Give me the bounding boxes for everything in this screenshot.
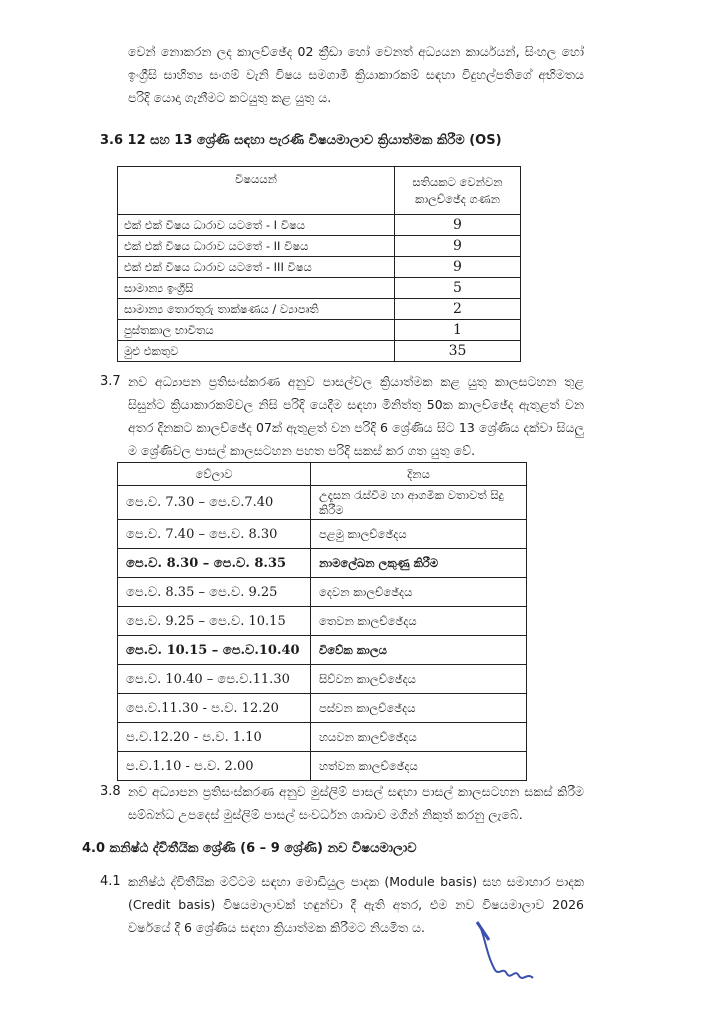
- timetable-row: [118, 636, 527, 665]
- periods-cell: 9: [395, 215, 521, 236]
- activity-cell: දෙවන කාලච්ඡේදය: [311, 578, 527, 607]
- time-cell: පෙ.ව.11.30 - ප.ව. 12.20: [118, 694, 311, 723]
- subject-cell: එක් එක් විෂය ධාරාව යටතේ - I විෂය: [118, 215, 395, 236]
- section-3-7-paragraph: නව අධ්‍යාපන ප්‍රතිසංස්කරණ අනුව පාසල්වල ක්‍රියාත්මක කළ යුතු කාලසටහන තුළ සිසුන්ට ක්‍රියාකාරකම්වල නිසි පරිදි යෙදීම සඳහා මිනිත්තු 50ක කාලච්ඡේද ඇතුළත් වන අතර දිනකට කාලච්ඡේද 07ක් ඇතුළත් වන පරිදි 6 ශ්‍රේණිය සිට 13 ශ්‍රේණිය දක්වා සියලු ම ශ්‍රේණිවල පාසල් කාලසටහන පහත පරිදි සකස් කර ගත යුතු වේ.: [128, 374, 584, 458]
- signature-mark: [455, 918, 565, 988]
- intro-paragraph: වෙන් නොකරන ලද කාලච්ඡේද 02 ක්‍රීඩා හෝ වෙනත් අධ්‍යයන කාර්යයන්, සිංහල හෝ ඉංග්‍රීසි සාහිත්‍ය සංගම් වැනි විෂය සමගාමී ක්‍රියාකාරකම් සඳහා විදුහල්පතිගේ අභිමතය පරිදි යොදා ගැනීමට කටයුතු කළ යුතු ය.: [128, 44, 584, 105]
- timetable-row: [118, 486, 527, 520]
- timetable-row: [118, 578, 527, 607]
- subject-row: [118, 341, 521, 362]
- time-cell: පෙ.ව. 7.30 – පෙ.ව.7.40: [118, 486, 311, 520]
- section-4-0-heading: 4.0 කනිෂ්ඨ ද්විතීයික ශ්‍රේණි (6 – 9 ශ්‍රේණි) නව විෂයමාලාව: [82, 841, 417, 856]
- periods-cell: 5: [395, 278, 521, 299]
- activity-cell: හත්වන කාලච්ඡේදය: [311, 752, 527, 781]
- timetable-row: [118, 752, 527, 781]
- section-3-8-paragraph: නව අධ්‍යාපන ප්‍රතිසංස්කරණ අනුව මුස්ලිම් පාසල් සඳහා පාසල් කාලසටහන සකස් කිරීම සම්බන්ධ උපදෙස් මුස්ලිම් පාසල් සංවර්ධන ශාඛාව මගින් නිකුත් කරනු ලැබේ.: [128, 784, 584, 822]
- activity-cell: හයවන කාලච්ඡේදය: [311, 723, 527, 752]
- periods-cell: 2: [395, 299, 521, 320]
- time-cell: පෙ.ව. 10.15 – පෙ.ව.10.40: [118, 636, 311, 665]
- time-cell: ප.ව.1.10 - ප.ව. 2.00: [118, 752, 311, 781]
- periods-cell: 9: [395, 236, 521, 257]
- subject-row: [118, 236, 521, 257]
- subjects-column-header: විෂයයන්: [118, 167, 395, 215]
- time-cell: පෙ.ව. 8.35 – පෙ.ව. 9.25: [118, 578, 311, 607]
- timetable-row: [118, 520, 527, 549]
- activity-cell: පස්වන කාලච්ඡේදය: [311, 694, 527, 723]
- subject-cell: මුළු එකතුව: [118, 341, 395, 362]
- subject-periods-table: [117, 166, 521, 362]
- time-cell: පෙ.ව. 8.30 – පෙ.ව. 8.35: [118, 549, 311, 578]
- time-cell: පෙ.ව. 7.40 – පෙ.ව. 8.30: [118, 520, 311, 549]
- subject-row: [118, 257, 521, 278]
- activity-cell: උදෑසන රැස්වීම හා ආගමික වතාවත් සිදු කිරීම: [311, 486, 527, 520]
- subject-cell: සාමාන්‍ය තොරතුරු තාක්ෂණය / ව්‍යාපෘති: [118, 299, 395, 320]
- subject-cell: පුස්තකාල භාවිතය: [118, 320, 395, 341]
- activity-cell: පළමු කාලච්ඡේදය: [311, 520, 527, 549]
- periods-cell: 1: [395, 320, 521, 341]
- timetable-row: [118, 607, 527, 636]
- timetable-row: [118, 665, 527, 694]
- subject-row: [118, 299, 521, 320]
- subject-cell: සාමාන්‍ය ඉංග්‍රීසි: [118, 278, 395, 299]
- subject-row: [118, 278, 521, 299]
- timetable-row: [118, 549, 527, 578]
- section-3-6-heading: 3.6 12 සහ 13 ශ්‍රේණි සඳහා පැරණි විෂයමාලාව ක්‍රියාත්මක කිරීම (OS): [100, 133, 502, 148]
- time-cell: පෙ.ව. 10.40 – පෙ.ව.11.30: [118, 665, 311, 694]
- subject-cell: එක් එක් විෂය ධාරාව යටතේ - III විෂය: [118, 257, 395, 278]
- school-timetable-table: [117, 462, 527, 781]
- section-4-1-number: 4.1: [100, 874, 121, 889]
- time-cell: පෙ.ව. 9.25 – පෙ.ව. 10.15: [118, 607, 311, 636]
- activity-cell: තෙවන කාලච්ඡේදය: [311, 607, 527, 636]
- periods-cell: 9: [395, 257, 521, 278]
- subject-cell: එක් එක් විෂය ධාරාව යටතේ - II විෂය: [118, 236, 395, 257]
- timetable-row: [118, 694, 527, 723]
- time-cell: ප.ව.12.20 - ප.ව. 1.10: [118, 723, 311, 752]
- activity-cell: සිව්වන කාලච්ඡේදය: [311, 665, 527, 694]
- subject-row: [118, 215, 521, 236]
- section-3-8-number: 3.8: [100, 784, 121, 799]
- timetable-row: [118, 723, 527, 752]
- time-column-header: වේලාව: [118, 463, 311, 486]
- day-column-header: දිනය: [311, 463, 527, 486]
- subject-row: [118, 320, 521, 341]
- periods-column-header: සතියකට වෙන්වන කාලච්ඡේද ගණන: [395, 167, 521, 215]
- periods-cell: 35: [395, 341, 521, 362]
- section-4-1-paragraph: කනිෂ්ඨ ද්විතීයික මට්ටම සඳහා මොඩියුල පාදක (Module basis) සහ සමාහාර පාදක (Credit basis) විෂයමාලාවක් හඳුන්වා දී ඇති අතර, එම නව විෂයමාලාව 2026 වර්ෂයේ දී 6 ශ්‍රේණිය සඳහා ක්‍රියාත්මක කිරීමට නියමිත ය.: [128, 874, 584, 935]
- activity-cell: නාමලේඛන ලකුණු කිරීම: [311, 549, 527, 578]
- section-3-7-number: 3.7: [100, 374, 121, 389]
- activity-cell: විවේක කාලය: [311, 636, 527, 665]
